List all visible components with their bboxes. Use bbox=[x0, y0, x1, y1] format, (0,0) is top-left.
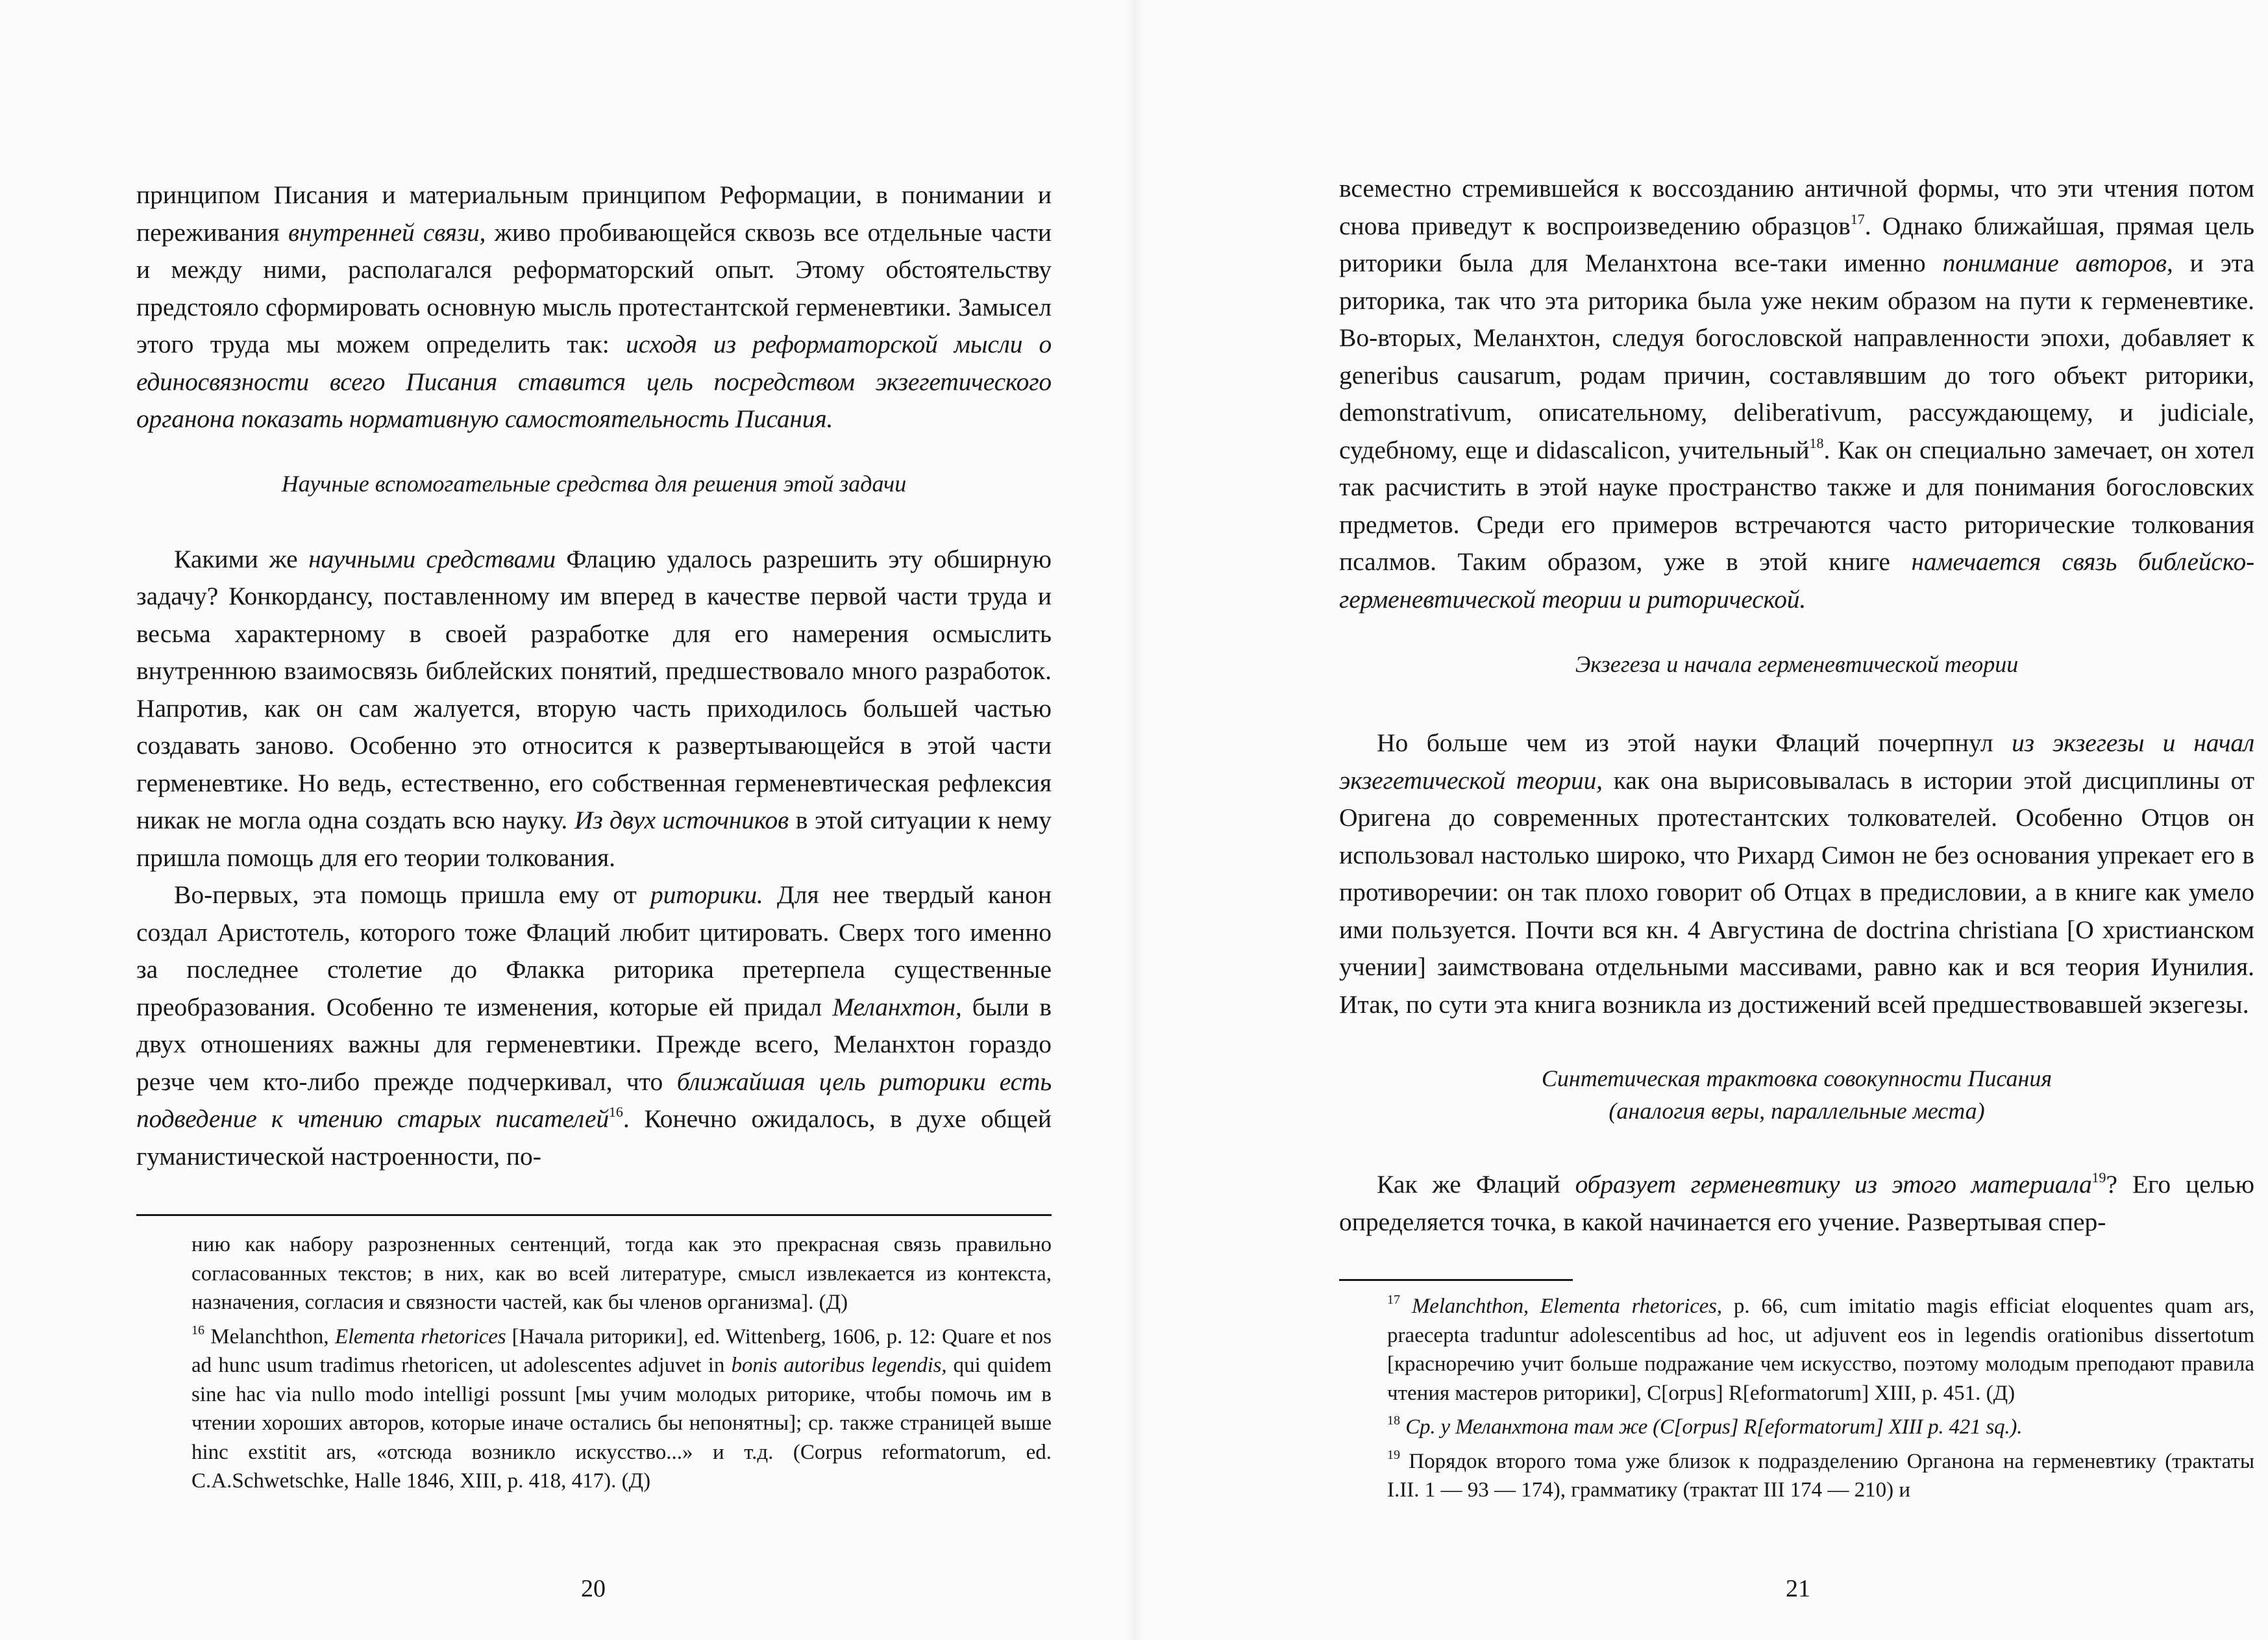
paragraph bbox=[136, 541, 1052, 877]
page-number: 20 bbox=[581, 1575, 606, 1602]
text-run: p. 66, cum imitatio magis efficiat eloquentes quam ars, praecepta traduntur adolescentibus ad hoc, ut adjuvent eos in legendis orationibus dissertotum [красноречию учит больше подражание чем искусство, поэтому молодым преподают правила чтения мастеров риторики], C[orpus] R[eformatorum] XIII, p. 451. (Д) bbox=[1387, 1295, 2255, 1405]
heading-line: (аналогия веры, параллельные места) bbox=[1609, 1098, 1985, 1124]
text-run: в этой ситуации к нему пришла помощь для его теории толкования. bbox=[136, 806, 1052, 872]
section-heading: Экзегеза и начала герменевтической теории bbox=[1575, 651, 2019, 677]
footnote-16 bbox=[191, 1323, 1052, 1496]
right-page bbox=[1134, 0, 2268, 1640]
italic-text: риторики. bbox=[650, 880, 763, 909]
text-run: принципом Писания и материальным принципом Реформации, в понимании и переживания bbox=[136, 180, 1052, 247]
right-footnotes bbox=[1387, 1292, 2254, 1510]
paragraph bbox=[1339, 170, 2254, 618]
right-page-body bbox=[1339, 170, 2254, 1241]
text-run: . Конечно ожидалось, в духе общей гуманистической настроенности, по- bbox=[136, 1104, 1052, 1171]
footnote-separator bbox=[1339, 1279, 1573, 1281]
italic-text: Ср. у Меланхтона там же (C[orpus] R[eformatorum] XIII p. 421 sq.). bbox=[1405, 1415, 2023, 1439]
footnote-number: 16 bbox=[191, 1323, 204, 1337]
italic-text: bonis autoribus legendis, bbox=[731, 1354, 947, 1377]
footnote-continuation: нию как набору разрозненных сентенций, тогда как это прекрасная связь правильно согласованных текстов; в них, как во всей литературе, смысл извлекается из контекста, назначения, согласия и связности частей, как бы членов организма]. (Д) bbox=[191, 1233, 1052, 1314]
paragraph bbox=[136, 876, 1052, 1175]
italic-text: исходя из реформаторской мысли о единосвязности всего Писания ставится цель посредством экзегетического органона показать нормативную самостоятельность Писания. bbox=[136, 330, 1052, 433]
italic-text: внутренней связи, bbox=[288, 217, 486, 247]
section-heading bbox=[1339, 1062, 2254, 1127]
italic-text: ближайшая цель риторики есть подведение к чтению старых писателей bbox=[136, 1067, 1052, 1133]
paragraph bbox=[136, 177, 1052, 438]
italic-text: Elementa rhetorices bbox=[335, 1324, 506, 1348]
left-footnotes bbox=[191, 1230, 1052, 1501]
heading-line: Синтетическая трактовка совокупности Писания bbox=[1541, 1065, 2052, 1091]
text-run: живо пробивающейся сквозь все отдельные части и между ними, располагался реформаторский опыт. Этому обстоятельству предстояло сформировать основную мысль протестантской герменевтики. Замысел этого труда мы можем определить так: bbox=[136, 217, 1052, 358]
text-run: всеместно стремившейся к воссозданию античной формы, что эти чтения потом снова приведут к воспроизведению образцов bbox=[1339, 174, 2254, 240]
text-run: Но больше чем из этой науки Флаций почерпнул bbox=[1377, 728, 2012, 757]
footnote-ref[interactable]: 16 bbox=[608, 1104, 623, 1120]
footnote-number: 17 bbox=[1387, 1293, 1400, 1307]
footnote-ref[interactable]: 17 bbox=[1850, 210, 1865, 227]
footnote-ref[interactable]: 19 bbox=[2091, 1169, 2106, 1186]
footnote-17 bbox=[1387, 1292, 2254, 1408]
text-run: Как же Флаций bbox=[1377, 1170, 1575, 1199]
text-run: . Однако ближайшая, прямая цель риторики была для Меланхтона все-таки именно bbox=[1339, 211, 2254, 277]
text-run: Флацию удалось разрешить эту обширную задачу? Конкордансу, поставленному им вперед в качестве первой части труда и весьма характерному в своей разработке для его намерения осмыслить внутреннюю взаимосвязь библейских понятий, предшествовало много разработок. Напротив, как он сам жалуется, вторую часть приходилось большей частью создавать заново. Особенно это относится к развертывающейся в этой части герменевтике. Но ведь, естественно, его собственная герменевтическая рефлексия никак не могла одна создать всю науку. bbox=[136, 544, 1052, 834]
footnote-19 bbox=[1387, 1447, 2254, 1505]
italic-text: научными средствами bbox=[308, 544, 556, 573]
paragraph bbox=[1339, 1166, 2254, 1241]
italic-text: Из двух источников bbox=[574, 806, 789, 834]
footnote-separator bbox=[136, 1214, 1052, 1216]
text-run: как она вырисовывалась в истории этой дисциплины от Оригена до современных протестантских толкователей. Особенно Отцов он использовал настолько широко, что Рихард Симон не без основания упрекает его в противоречии: он так плохо говорит об Отцах в предисловии, а в книге как умело ими пользуется. Почти вся кн. 4 Августина de doctrina christiana [О христианском учении] заимствована отдельными массивами, равно как и вся теория Иунилия. Итак, по сути эта книга возникла из достижений всей предшествовавшей экзегезы. bbox=[1339, 765, 2254, 1019]
italic-text: намечается связь библейско-герменевтической теории и риторической. bbox=[1339, 547, 2254, 614]
left-page-body bbox=[136, 177, 1052, 1175]
italic-text: образует герменевтику из этого материала bbox=[1575, 1170, 2092, 1199]
text-run: и эта риторика, так что эта риторика была уже неким образом на пути к герменевтике. Во-вторых, Меланхтон, следуя богословской направленности эпохи, добавляет к generibus causarum, родам причин, составлявшим до того объект риторики, demonstrativum, описательному, deliberativum, рассуждающему, и judiciale, судебному, еще и didascalicon, учительный bbox=[1339, 249, 2254, 464]
footnote-ref[interactable]: 18 bbox=[1809, 434, 1824, 451]
text-run: [Начала риторики], ed. Wittenberg, 1606, p. 12: Quare et nos ad hunc usum tradimus rhetoricen, ut adolescentes adjuvet in bbox=[191, 1324, 1052, 1377]
text-run: Во-первых, эта помощь пришла ему от bbox=[174, 880, 651, 909]
text-run: qui quidem sine hac via nullo modo intelligi possunt [мы учим молодых риторике, чтобы помочь им в чтении хороших авторов, которые иначе остались бы непонятны]; ср. также страницей выше hinc exstitit ars, «отсюда возникло искусство...» и т.д. (Corpus reformatorum, ed. C.A.Schwetschke, Halle 1846, XIII, p. 418, 417). (Д) bbox=[191, 1354, 1052, 1493]
footnote-18 bbox=[1387, 1413, 2254, 1442]
text-run: Какими же bbox=[174, 544, 309, 573]
section-heading: Научные вспомогательные средства для решения этой задачи bbox=[281, 470, 907, 497]
text-run: Для нее твердый канон создал Аристотель, которого тоже Флаций любит цитировать. Сверх того именно за последнее столетие до Флакка риторика претерпела существенные преобразования. Особенно те изменения, которые ей придал bbox=[136, 880, 1052, 1021]
footnote-number: 19 bbox=[1387, 1447, 1400, 1462]
page-number: 21 bbox=[1786, 1575, 1810, 1602]
italic-text: Меланхтон, bbox=[832, 992, 962, 1021]
italic-text: понимание авторов, bbox=[1942, 249, 2173, 277]
italic-text: Melanchthon, Elementa rhetorices, bbox=[1412, 1295, 1722, 1318]
text-run: ? Его целью определяется точка, в какой начинается его учение. Развертывая спер- bbox=[1339, 1170, 2254, 1236]
paragraph bbox=[1339, 725, 2254, 1023]
text-run: . Как он специально замечает, он хотел так расчистить в этой науке пространство также и для понимания богословских предметов. Среди его примеров встречаются часто риторические толкования псалмов. Таким образом, уже в этой книге bbox=[1339, 435, 2254, 576]
footnote-number: 18 bbox=[1387, 1413, 1400, 1428]
text-run: Melanchthon, bbox=[204, 1324, 335, 1348]
text-run: были в двух отношениях важны для герменевтики. Прежде всего, Меланхтон гораздо резче чем кто-либо прежде подчеркивал, что bbox=[136, 992, 1052, 1096]
text-run: Порядок второго тома уже близок к подразделению Органона на герменевтику (трактаты I.II. 1 — 93 — 174), грамматику (трактат III 174 — 210) и bbox=[1387, 1449, 2254, 1502]
italic-text: из экзегезы и начал экзегетической теории, bbox=[1339, 728, 2255, 795]
